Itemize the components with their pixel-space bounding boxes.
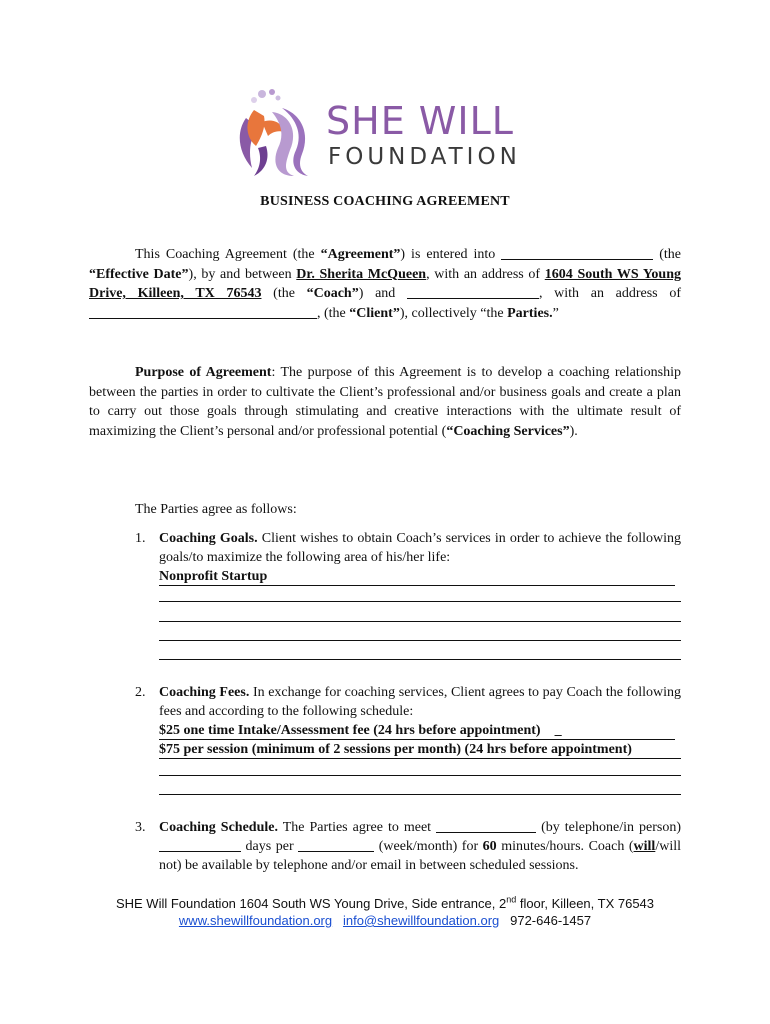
website-link[interactable]: www.shewillfoundation.org bbox=[178, 913, 333, 928]
purpose-text: : The purpose of this Agreement is to develop a coaching relationship between the parties in order to cultivate the Client’s professional and/or business goals and create a plan to carry out those goals through stimulating and creative interactions with the ultimate result of maximizing the Client’s personal and/or professional potential ( bbox=[89, 365, 681, 439]
intro-text: ) and bbox=[358, 286, 407, 301]
goals-blank-line[interactable] bbox=[159, 659, 681, 660]
item-number: 2. bbox=[135, 685, 146, 700]
item-heading: Coaching Goals. bbox=[159, 531, 258, 546]
goals-blank-line[interactable] bbox=[159, 601, 681, 602]
item-body bbox=[159, 683, 681, 759]
coach-term: “Coach” bbox=[306, 286, 359, 301]
she-will-foundation-logo bbox=[232, 88, 542, 178]
footer-address-text: SHE Will Foundation 1604 South WS Young Drive, Side entrance, 2 bbox=[115, 896, 507, 911]
effective-date-term: “Effective Date” bbox=[89, 266, 189, 282]
fees-blank-line[interactable] bbox=[159, 775, 681, 776]
intro-text: (the bbox=[659, 247, 681, 262]
client-address-blank[interactable] bbox=[89, 304, 317, 319]
parties-agree-line: The Parties agree as follows: bbox=[135, 502, 297, 517]
intro-text: ), collectively “the bbox=[399, 305, 508, 321]
goals-filled-line[interactable] bbox=[159, 567, 675, 586]
goals-value: Nonprofit Startup bbox=[159, 569, 268, 584]
agreement-term: “Agreement” bbox=[320, 247, 401, 262]
phone-number: 972-646-1457 bbox=[510, 913, 592, 928]
item-heading: Coaching Schedule. bbox=[159, 820, 278, 835]
item-text: (week/month) for bbox=[374, 839, 483, 854]
logo-text-foundation: FOUNDATION bbox=[328, 144, 521, 170]
intake-fee-tail: _ bbox=[554, 723, 562, 738]
item-text: minutes/hours. Coach ( bbox=[496, 839, 634, 854]
item-text: (by telephone/in person) bbox=[536, 820, 681, 835]
item-text: days per bbox=[241, 839, 299, 854]
item-body bbox=[159, 529, 681, 586]
intro-text: , with an address of bbox=[538, 286, 681, 301]
page-footer bbox=[0, 895, 770, 929]
client-name-blank[interactable] bbox=[407, 284, 539, 299]
intro-text: This Coaching Agreement (the bbox=[135, 247, 321, 262]
days-blank[interactable] bbox=[159, 837, 241, 852]
item-heading: Coaching Fees. bbox=[159, 685, 250, 700]
intake-fee-value: $25 one time Intake/Assessment fee (24 hrs before appointment) bbox=[159, 723, 541, 738]
session-fee-value: $75 per session (minimum of 2 sessions per month) (24 hrs before appointment) bbox=[159, 742, 632, 757]
item-number: 1. bbox=[135, 531, 146, 546]
item-text: In exchange for coaching services, Client agrees to pay Coach the following fees and according to the following schedule: bbox=[159, 685, 681, 719]
intro-text: , with an address of bbox=[426, 266, 545, 282]
purpose-heading: Purpose of Agreement bbox=[135, 365, 272, 380]
parties-term: Parties. bbox=[507, 305, 553, 321]
email-link[interactable]: info@shewillfoundation.org bbox=[342, 913, 500, 928]
item-body bbox=[159, 818, 681, 875]
footer-address-superscript: nd bbox=[506, 894, 517, 905]
item-text: The Parties agree to meet bbox=[277, 820, 437, 835]
period-blank[interactable] bbox=[298, 837, 374, 852]
intro-text: , (the bbox=[317, 305, 350, 321]
intro-paragraph bbox=[89, 245, 681, 323]
session-length-value: 60 bbox=[482, 839, 497, 854]
item-text: Client wishes to obtain Coach’s services in order to achieve the following goals/to maximize the following area of his/her life: bbox=[159, 531, 682, 565]
document-title: BUSINESS COACHING AGREEMENT bbox=[260, 194, 510, 209]
meeting-frequency-blank[interactable] bbox=[436, 818, 536, 833]
footer-contact bbox=[0, 912, 770, 929]
fee-line-session[interactable] bbox=[159, 740, 681, 759]
item-number: 3. bbox=[135, 820, 146, 835]
goals-blank-line[interactable] bbox=[159, 640, 681, 641]
footer-address bbox=[0, 895, 770, 912]
purpose-paragraph bbox=[89, 363, 681, 441]
item-text: /will not) be available by telephone and/or email in between scheduled sessions. bbox=[159, 839, 681, 873]
intro-text: ) is entered into bbox=[400, 247, 502, 262]
fee-line-intake[interactable] bbox=[159, 721, 675, 740]
client-term: “Client” bbox=[349, 305, 400, 321]
intro-text: (the bbox=[261, 286, 307, 301]
logo-figure-mark bbox=[232, 88, 316, 178]
intro-text: ), by and between bbox=[188, 266, 297, 282]
goals-blank-line[interactable] bbox=[159, 621, 681, 622]
coach-address: 1604 South WS Young Drive, Killeen, TX 76543 bbox=[89, 266, 681, 301]
purpose-text: ). bbox=[569, 423, 578, 439]
availability-choice: will bbox=[633, 839, 656, 854]
intro-text: ” bbox=[552, 305, 559, 321]
effective-date-blank[interactable] bbox=[501, 245, 653, 260]
footer-address-text: floor, Killeen, TX 76543 bbox=[516, 896, 655, 911]
coach-name: Dr. Sherita McQueen bbox=[296, 266, 427, 282]
logo-text-she-will: SHE WILL bbox=[326, 99, 514, 143]
coaching-services-term: “Coaching Services” bbox=[446, 423, 570, 439]
fees-blank-line[interactable] bbox=[159, 794, 681, 795]
